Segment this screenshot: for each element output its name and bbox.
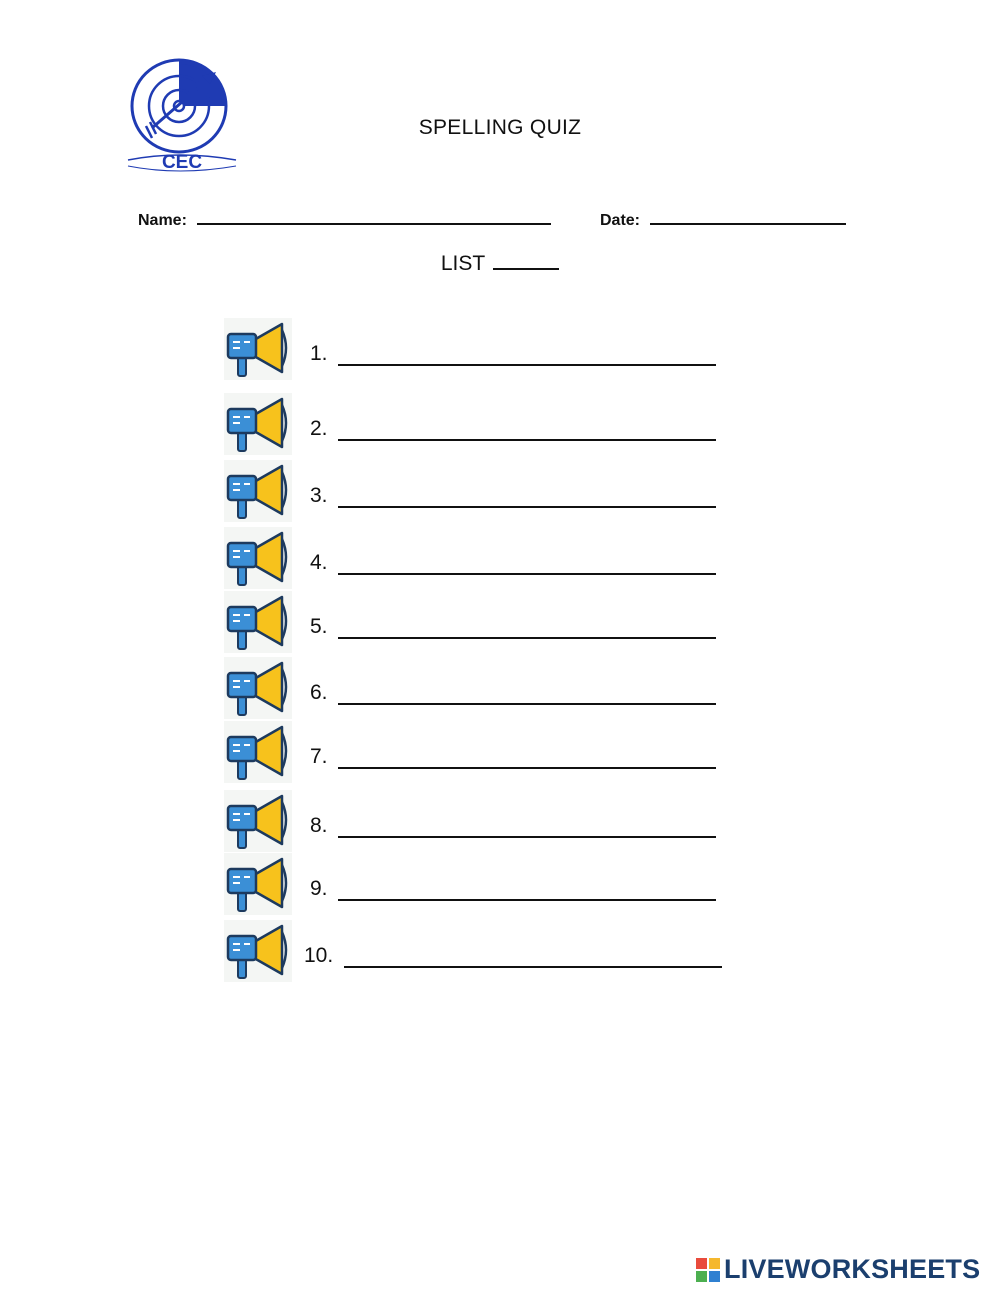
quiz-item xyxy=(224,721,744,785)
name-field xyxy=(138,207,551,230)
answer-line[interactable] xyxy=(338,836,716,838)
quiz-item xyxy=(224,853,744,917)
quiz-item xyxy=(224,460,744,524)
megaphone-icon[interactable] xyxy=(224,853,292,915)
megaphone-icon[interactable] xyxy=(224,657,292,719)
answer-line[interactable] xyxy=(338,767,716,769)
item-number: 1. xyxy=(310,342,328,365)
quiz-item xyxy=(224,393,744,457)
list-label: LIST xyxy=(440,252,486,275)
logo-text: CEC xyxy=(161,152,203,173)
item-number: 5. xyxy=(310,615,328,638)
megaphone-icon[interactable] xyxy=(224,920,292,982)
megaphone-icon[interactable] xyxy=(224,721,292,783)
megaphone-icon[interactable] xyxy=(224,393,292,455)
megaphone-icon[interactable] xyxy=(224,790,292,852)
list-heading xyxy=(0,250,1000,276)
answer-line[interactable] xyxy=(338,703,716,705)
answer-line[interactable] xyxy=(338,364,716,366)
megaphone-icon[interactable] xyxy=(224,460,292,522)
item-number: 6. xyxy=(310,681,328,704)
item-number: 8. xyxy=(310,814,328,837)
date-field xyxy=(600,207,846,230)
item-number: 9. xyxy=(310,877,328,900)
quiz-item xyxy=(224,657,744,721)
megaphone-icon[interactable] xyxy=(224,527,292,589)
date-input-line[interactable] xyxy=(650,207,846,225)
item-number: 7. xyxy=(310,745,328,768)
item-number: 10. xyxy=(304,944,334,967)
date-label: Date: xyxy=(600,212,641,229)
name-label: Name: xyxy=(138,212,187,229)
page-title: SPELLING QUIZ xyxy=(418,116,582,139)
name-input-line[interactable] xyxy=(197,207,551,225)
item-number: 2. xyxy=(310,417,328,440)
answer-line[interactable] xyxy=(338,573,716,575)
watermark-text: LIVEWORKSHEETS xyxy=(724,1254,981,1284)
item-number: 3. xyxy=(310,484,328,507)
list-number-line[interactable] xyxy=(493,250,559,270)
answer-line[interactable] xyxy=(338,506,716,508)
item-number: 4. xyxy=(310,551,328,574)
answer-line[interactable] xyxy=(338,899,716,901)
quiz-item xyxy=(224,920,744,984)
quiz-item xyxy=(224,591,744,655)
megaphone-icon[interactable] xyxy=(224,318,292,380)
megaphone-icon[interactable] xyxy=(224,591,292,653)
quiz-item xyxy=(224,527,744,591)
quiz-item xyxy=(224,318,744,382)
quiz-item xyxy=(224,790,744,854)
answer-line[interactable] xyxy=(338,637,716,639)
answer-line[interactable] xyxy=(344,966,722,968)
answer-line[interactable] xyxy=(338,439,716,441)
liveworksheets-logo-icon xyxy=(696,1258,720,1282)
